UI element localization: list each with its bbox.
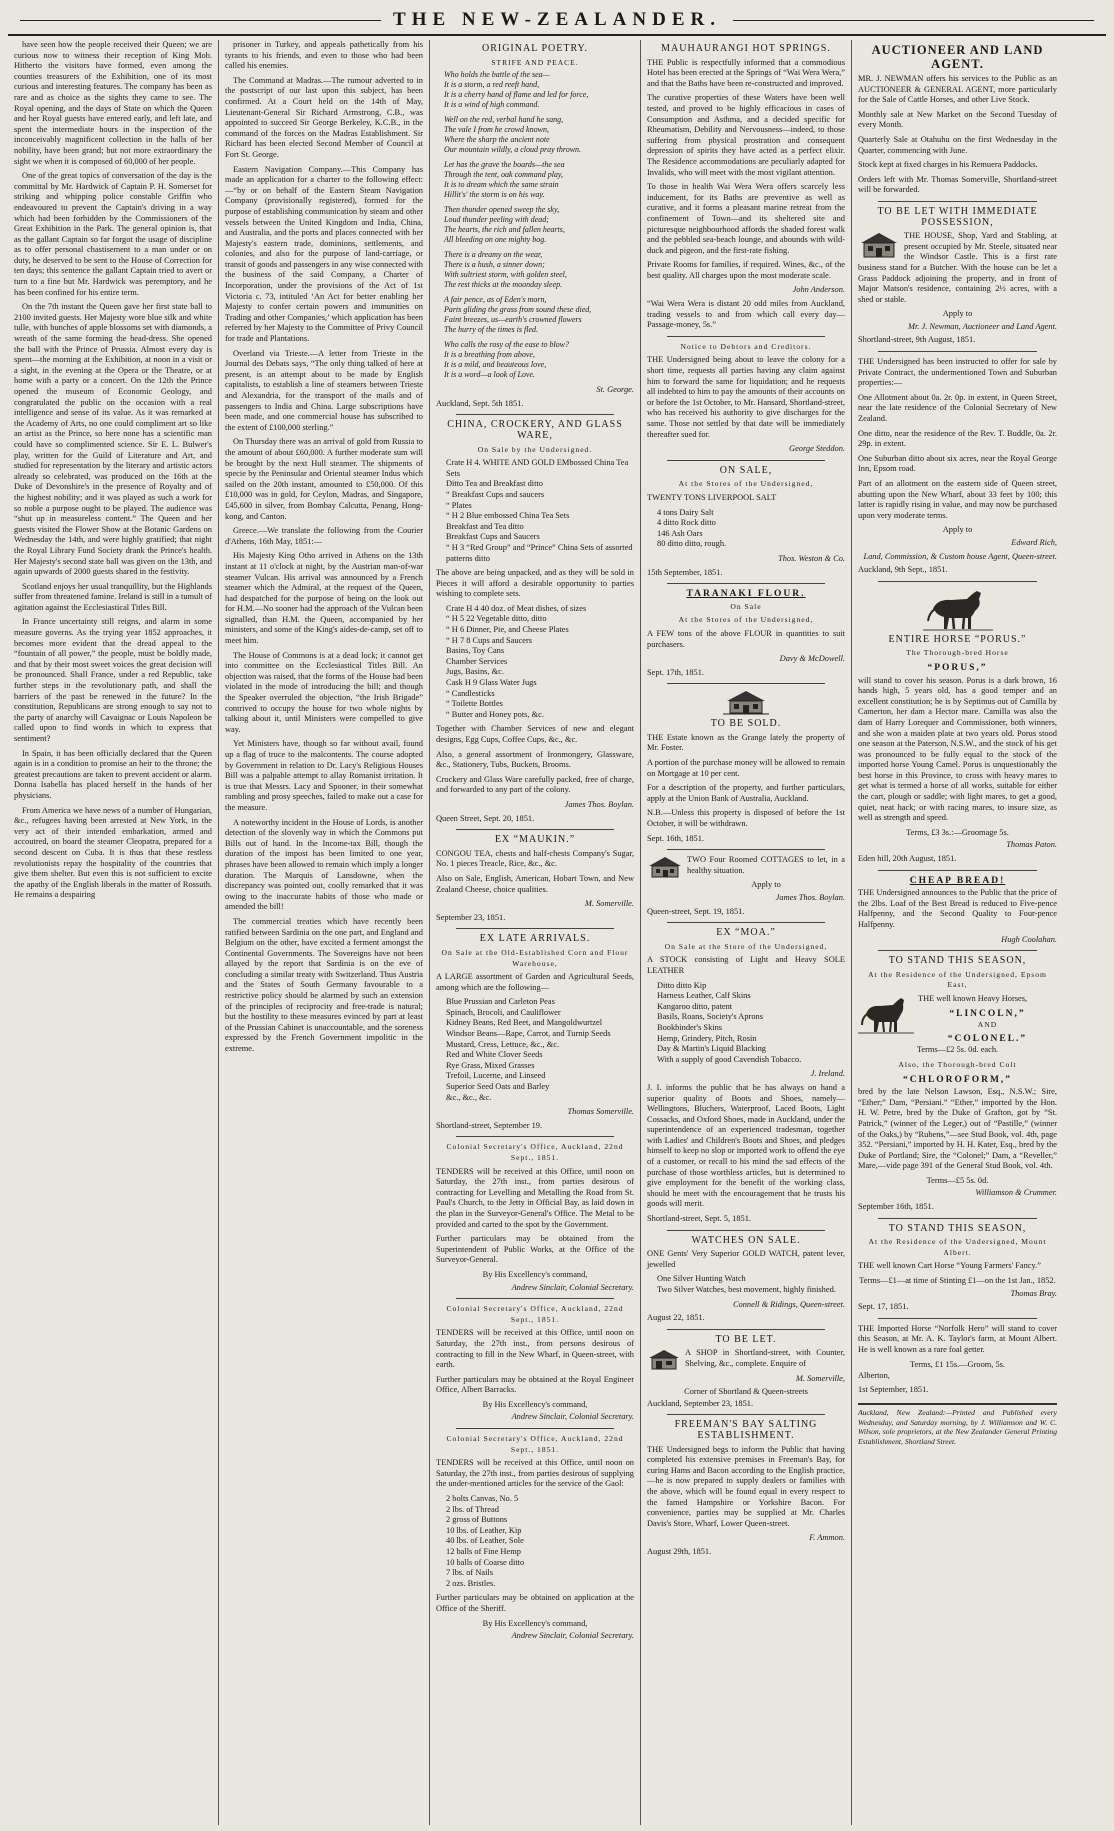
ad-text: THE Estate known as the Grange lately the property of Mr. Foster. [647, 732, 845, 753]
divider [878, 870, 1037, 871]
ad-signature: Thomas Somerville. [567, 1107, 634, 1117]
ad-terms: Terms—£5 5s. 0d. [926, 1175, 989, 1185]
ad-salt [647, 466, 845, 578]
ad-date: Queen Street, Sept. 20, 1851. [436, 813, 535, 823]
column-1 [8, 40, 219, 1825]
ad-cheap-bread [858, 876, 1057, 946]
article-paragraph: A noteworthy incident in the House of Lords, is another detection of the slovenly way in which the Commons put Bills out of hand. In the Income-tax Bill, though the duration of the impost has been limited to one year, phrases have been allowed to remain which imply a longer duration. The Marquis of Lansdowne, when the discrepancy was pointed out, coolly remarked that it was owing to the inaccurate habits of those who made or amended the bill! [225, 817, 423, 912]
horse-name: “CHLOROFORM,” [902, 1074, 1013, 1085]
article-paragraph: His Majesty King Otho arrived in Athens on the 13th instant at 11 o'clock at night, by the Austrian man-of-war steamer Vulcan. His arrival was announced by a French steamer which the Admiral, at the request of the Queen, had despatched for the purpose of being on the look out for H.M.—No sooner had the approach of the Vulcan been signalled, than H.M. the Queen, accompanied by her ministers, and some of the King's aides-de-camp, set off to meet him. [225, 551, 423, 646]
list-item: Windsor Beans—Rape, Carrot, and Turnip Seeds [446, 1029, 611, 1039]
list-item: 2 bolts Canvas, No. 5 [446, 1494, 519, 1504]
list-item: Basins, Toy Cans [446, 646, 505, 656]
list-item: 7 lbs. of Nails [446, 1568, 493, 1578]
ad-heading: WATCHES ON SALE. [691, 1234, 801, 1246]
ad-text: TWO Four Roomed COTTAGES to let, in a healthy situation. [687, 855, 845, 875]
ad-norfolk-hero [858, 1324, 1057, 1396]
list-item: Rye Grass, Mixed Grasses [446, 1060, 535, 1070]
ad-text: THE Undersigned announces to the Public that the price of the 2lbs. Loaf of the Best Bread is reduced to Five-pence Halfpenny, and the Second Quality to Four-pence Halfpenny. [858, 888, 1057, 929]
ad-text: The curative properties of these Waters have been well tested, and proved to be highly efficacious in cases of Consumption and Asthma, and a decided specific for Rheumatism, Debility and Nervousness—indeed, to those suffering from physical prostration and consequent depression of spirits they have acted as a perfect elixir. The Residence accommodations are peculiarly adapted for Invalids, who will meet with the most vigilant attention. [647, 93, 845, 177]
list-item: Hemp, Grindery, Pitch, Rosin [657, 1033, 757, 1043]
ad-heading: AUCTIONEER AND LAND AGENT. [871, 43, 1044, 71]
ad-text: THE Public is respectfully informed that a commodious Hotel has been erected at the Springs of “Wai Wera Wera,” and that the Baths have been re-constructed and improved. [647, 57, 845, 88]
ad-salting [647, 1420, 845, 1557]
list-item: &c., &c., &c. [446, 1092, 492, 1102]
ad-text: One Suburban ditto about six acres, near the Royal George Inn, Epsom road. [858, 453, 1057, 474]
ad-text: THE well known Heavy Horses, [918, 993, 1028, 1003]
ad-date: August 29th, 1851. [647, 1546, 712, 1556]
house-illustration [723, 689, 769, 715]
ad-heading: EX LATE ARRIVALS. [479, 933, 591, 945]
ad-text: Part of an allotment on the eastern side of Queen street, abutting upon the New Wharf, about 33 feet by 100; this latter is rapidly rising in value, and may now be purchased upon very moderate terms. [858, 479, 1057, 520]
list-item: 2 ozs. Bristles. [446, 1578, 496, 1588]
ad-date: 1st September, 1851. [858, 1384, 929, 1394]
list-item: 10 balls of Coarse ditto [446, 1557, 525, 1567]
article-paragraph: prisoner in Turkey, and appeals pathetically from his tyrants to his friends, and even to those who had been called his enemies. [225, 40, 423, 71]
masthead-title: THE NEW-ZEALANDER. [393, 9, 721, 30]
ad-text: THE Undersigned has been instructed to offer for sale by Private Contract, the undermentioned Town and Suburban properties:— [858, 357, 1057, 388]
divider [667, 460, 825, 461]
ad-signature: Connell & Ridings, Queen-street. [732, 1299, 845, 1309]
ad-date: Sept. 16th, 1851. [647, 833, 704, 843]
ad-subheading: Notice to Debtors and Creditors. [680, 341, 812, 351]
ad-text: TWENTY TONS LIVERPOOL SALT [647, 492, 777, 502]
ad-text: J. I. informs the public that he has always on hand a superior quality of Boots and Shoes, namely—Wellingtons, Bluchers, Waterproof, Laced Boots, Light Cossacks, and Oxford Shoes, made in Auckland, under the superintendence of an experienced tradesman, together with Ladies' and Children's Boots and Shoes, and pledges himself to keep no slop or imported work to offend the eye of a customer, or recall to his mind the sad effects of the purchase of those worthless articles, but is determined to give employment for the benefit of the working class, should he meet with the encouragement that he trusts his goods will merit. [647, 1082, 845, 1209]
horse-name: “PORUS,” [927, 662, 988, 673]
ad-terms: Terms—£1—at time of Stinting £1—on the 1st Jan., 1852. [859, 1276, 1056, 1286]
ad-heading: TO BE LET. [715, 1333, 777, 1345]
shop-illustration [647, 1348, 681, 1370]
poem-stanza: A fair pence, as of Eden's morn, Parts gliding the grass from sound these died, Faint breezes, us—earth's crowned flowers The hurry of the times is fled. [444, 295, 592, 335]
poem-date: Auckland, Sept. 5th 1851. [436, 398, 524, 408]
notice-office: Colonial Secretary's Office, Auckland, 22nd Sept., 1851. [446, 1304, 624, 1324]
cottage-illustration [647, 855, 683, 879]
list-item: Spinach, Brocoli, and Cauliflower [446, 1007, 561, 1017]
list-item: Crate H 4. WHITE AND GOLD EMbossed China Tea Sets [446, 458, 629, 478]
item-list [446, 1494, 634, 1589]
list-item: 146 Ash Oars [657, 528, 703, 538]
ad-text: THE HOUSE, Shop, Yard and Stabling, at present occupied by Mr. Steele, situated near the Windsor Castle. This is a first rate business stand for a Butcher. With the house can be let a Grass Paddock adjoining the property, and in front of Major Matson's residence, containing 2½ acres, with a shed or stable. [858, 231, 1057, 304]
ad-text: ONE Gents' Very Superior GOLD WATCH, patent lever, jewelled [647, 1249, 845, 1269]
list-item: “ H 3 “Red Group” and “Prince” China Sets of assorted patterns ditto [446, 542, 633, 563]
ad-date: Auckland, September 23, 1851. [647, 1398, 754, 1408]
ad-date: Sept. 17th, 1851. [647, 667, 704, 677]
article-paragraph: The House of Commons is at a dead lock; it cannot get into committee on the Ecclesiastical Titles Bill. An objection was raised, that the forms of the House had been violated in the mode of introducing the bill; and though the Speaker overruled the objection, “the Irish Brigade” contrived to occupy the house for two whole nights by talking about it, until Ministers were compelled to give way. [225, 650, 423, 734]
list-item: Chamber Services [446, 656, 508, 666]
ad-signature: J. Ireland. [810, 1069, 845, 1079]
list-item: Basils, Roans, Society's Aprons [657, 1012, 763, 1022]
ad-date: Queen-street, Sept. 19, 1851. [647, 906, 745, 916]
column-4 [641, 40, 852, 1825]
notice-signature: Andrew Sinclair, Colonial Secretary. [511, 1282, 634, 1292]
article-paragraph: Yet Ministers have, though so far without avail, found up a flag of truce to the malcontents. The course adopted by Government in relation to Dr. Lacy's Religious Houses Bill was a palpable attempt to allay Romanist irritation. It is true that Messrs. Lacy and Spooner, in their somewhat rambling and prosy speeches, failed to make out a case for the measure. [225, 739, 423, 812]
poem-signature: St. George. [596, 385, 634, 395]
list-item: Trefoil, Lucerne, and Linseed [446, 1071, 546, 1081]
ad-text: A LARGE assortment of Garden and Agricultural Seeds, among which are the following— [436, 972, 634, 992]
ad-date: Shortland-street, September 19. [436, 1120, 543, 1130]
ad-subheading: At the Residence of the Undersigned, Mount Albert. [868, 1237, 1047, 1257]
ad-subheading: On Sale by the Undersigned. [477, 444, 593, 454]
list-item: “ Butter and Honey pots, &c. [446, 709, 544, 719]
horse-illustration [923, 587, 993, 631]
list-item: Jugs, Basins, &c. [446, 667, 504, 677]
ad-heading: EX “MOA.” [716, 927, 776, 939]
ad-text: Also, a general assortment of Ironmongery, Glassware, &c., Stationery, Tubs, Buckets, Brooms. [436, 749, 634, 770]
divider [667, 336, 825, 337]
ad-date: Auckland, 9th Sept., 1851. [858, 565, 948, 575]
ad-text: Quarterly Sale at Otahuhu on the first Wednesday in the Quarter, commencing with June. [858, 134, 1057, 155]
ad-signature: Mr. J. Newman, Auctioneer and Land Agent. [907, 321, 1057, 331]
list-item: Kidney Beans, Red Beet, and Mangoldwurtzel [446, 1018, 603, 1028]
ad-text: The above are being unpacked, and as they will be sold in Pieces it will afford a desirable opportunity to parties wishing to complete sets. [436, 568, 634, 599]
ad-text: will stand to cover his season. Porus is a dark brown, 16 hands high, 5 years old, has a good temper and an excellent constitution; he is by Septimus out of Camilla by Camerton, her dam a Hector mare. Camilla was also the dam of Harry Lorequer and Commissioner, both winners, and she won a maiden plate at two years old. Porus stood one season at the Paterson, N.S.W., and the stock of his get was pronounced to be fully equal to the stock of the imported horse Young Camel. Porus is unquestionably the best horse in this Province, to cross with heavy mares to get what is termed a horse of all works, suitable for either the cart, plough or saddle; with light mares, to get a good, quiet, neat hack; or with racing mares, to insure size, as well as strength and speed. [858, 675, 1057, 823]
ad-text: A SHOP in Shortland-street, with Counter, Shelving, &c., complete. Enquire of [685, 1348, 845, 1368]
ad-date: 15th September, 1851. [647, 567, 723, 577]
ad-text: MR. J. NEWMAN offers his services to the Public as an AUCTIONEER & GENERAL AGENT, more particularly for the Sale of Cattle Horses, and other Live Stock. [858, 74, 1057, 105]
list-item: Crate H 4 40 doz. of Meat dishes, of sizes [446, 603, 587, 613]
poem-stanza: Then thunder opened sweep the sky, Loud thunder peeling with dead; The hearts, the rich and fallen hearts, All bleeding on one mighty bog. [444, 205, 565, 245]
list-item: “ Plates [446, 500, 472, 510]
item-list [657, 981, 845, 1066]
ad-signature: M. Somerville. [584, 899, 634, 909]
ad-hot-springs [647, 44, 845, 331]
ad-heading: CHINA, CROCKERY, AND GLASS WARE, [447, 419, 623, 441]
ad-text: A STOCK consisting of Light and Heavy SOLE LEATHER [647, 955, 845, 975]
ad-signature: James Thos. Boylan. [564, 799, 634, 809]
ad-signature: Hugh Coolahan. [1001, 934, 1057, 944]
horse-name: “COLONEL.” [947, 1033, 1028, 1044]
list-item: Two Silver Watches, best movement, highly finished. [657, 1285, 836, 1294]
ad-signature: Edward Rich, [1011, 537, 1057, 547]
notice-text: TENDERS will be received at this Office, until noon on Saturday, the 27th inst., from parties desirous of contracting for Levelling and Metalling the Road from St. Paul's Church, to the Jetty in Official Bay, as laid down in the plan in the Surveyor-General's Office. The Metal to be provided and carted to the spot by the Government. [436, 1166, 634, 1229]
ad-subheading: On Sale at the Old-Established Corn and Flour Warehouse, [441, 947, 629, 968]
ad-to-be-sold [647, 689, 845, 844]
ad-subheading: The Thorough-bred Horse [906, 648, 1009, 658]
column-3 [430, 40, 641, 1825]
ad-signature: George Steddon. [789, 444, 845, 454]
divider [878, 201, 1037, 202]
ad-heading: CHEAP BREAD! [909, 875, 1006, 886]
ad-date: September 23, 1851. [436, 912, 506, 922]
list-item: Bookbinder's Skins [657, 1022, 723, 1032]
list-item: 12 balls of Fine Hemp [446, 1547, 521, 1556]
masthead-rule-right [733, 20, 1094, 21]
ad-apply: Apply to [751, 880, 781, 890]
notice-text: TENDERS will be received at this Office, until noon on Saturday, the 27th inst., from parties desirous of supplying the under-mentioned articles for the service of the Gaol: [436, 1458, 634, 1489]
list-item: 80 ditto ditto, rough. [657, 539, 727, 549]
list-item: “ Breakfast Cups and saucers [446, 489, 545, 499]
notice-tender-wharf [436, 1304, 634, 1423]
divider [878, 1218, 1037, 1219]
list-item: 10 lbs. of Leather, Kip [446, 1525, 522, 1535]
notice-signature: Andrew Sinclair, Colonial Secretary. [511, 1631, 634, 1641]
ad-flour [647, 589, 845, 678]
ad-heading: TO STAND THIS SEASON, [888, 1222, 1027, 1234]
divider [878, 351, 1037, 352]
ad-text: THE well known Cart Horse “Young Farmers' Fancy.” [858, 1261, 1041, 1271]
list-item: One Silver Hunting Watch [657, 1274, 746, 1284]
list-item: Cask H 9 Glass Water Jugs [446, 678, 537, 688]
ad-text: bred by the late Nelson Lawson, Esq., N.S.W.; Sire, “Ether;” Dam, “Persiani.” “Ether,” imported by the Hon. H. W. Petre, bred by the Duke of Grafton, got by “St. Patrick,” (winner of the Leger,) out of “Pastille,” (winner of the Oaks,) by “Rubens,”—see Stud Book, vol. 4th, page 352. “Persiani,” imported by H. H. Kater, Esq., bred by the Duke of Portland; Sire, the “Colonel;” Dam, a “Reveller,” Mare,—vide page 391 of the General Stud Book, vol. 4th. [858, 1087, 1057, 1171]
article-paragraph: have seen how the people received their Queen; we are curious now to witness their reception of King Mob. Hitherto the visitors have formed, even among the counties treasurers of the Exhibition, one of its most curious and interesting features. The company has been as rare and as choice as the sights they came to see. The Royal opening, and the days of State on which the Queen and her Royal guests have entered early, and left late, and spent the intermediate hours in the inspection of the inconceivably magnificent collection in the halls of her nobility, have been grand; but not more extraordinary the sight we when it is composed of 60,000 of her people. [14, 40, 212, 166]
poem-title: STRIFE AND PEACE. [491, 57, 579, 67]
notice-office: Colonial Secretary's Office, Auckland, 22nd Sept., 1851. [446, 1142, 624, 1162]
ad-apply: Apply to [942, 309, 973, 319]
ad-signature: F. Ammon. [809, 1533, 845, 1543]
horse-illustration [858, 994, 914, 1034]
article-paragraph: On Thursday there was an arrival of gold from Russia to the amount of about £60,000. A further moderate sum will be brought by the next Hull steamer. The shipments of specie by the Peninsular and Oriental steamer Indus which sailed on the 20th instant, amounted to £50,000. Of this £10,000 was in gold, for Ceylon, Madras, and Singapore, £45,600 in silver, from Bombay Calcutta, Penang, Hong-kong, and Canton. [225, 437, 423, 521]
list-item: Mustard, Cress, Lettuce, &c., &c. [446, 1039, 560, 1049]
ad-heading: ON SALE, [719, 464, 773, 476]
list-item: Blue Prussian and Carleton Peas [446, 997, 555, 1007]
divider [667, 1329, 825, 1330]
list-item: Superior Seed Oats and Barley [446, 1082, 550, 1092]
list-item: Ditto Tea and Breakfast ditto [446, 479, 543, 489]
ad-text: Together with Chamber Services of new and elegant designs, Egg Cups, Coffee Cups, &c., &c. [436, 724, 634, 744]
list-item: 4 tons Dairy Salt [657, 507, 714, 517]
ad-maukin [436, 835, 634, 923]
ad-date: September 16th, 1851. [858, 1202, 934, 1212]
item-list [657, 1274, 845, 1295]
notice-text: Further particulars may be obtained on application at the Office of the Sheriff. [436, 1593, 634, 1613]
list-item: 2 lbs. of Thread [446, 1504, 499, 1514]
ad-heading: EX “MAUKIN.” [494, 834, 576, 846]
colophon: Auckland, New Zealand:—Printed and Published every Wednesday, and Saturday morning, by J. Williamson and W. C. Wilson, sole proprietors, at the New Zealander General Printing Establishment, Shortland Street. [858, 1403, 1057, 1446]
list-item: “ H 5 22 Vegetable ditto, ditto [446, 614, 547, 624]
divider [456, 928, 614, 929]
item-list [446, 458, 634, 564]
ad-heading: FREEMAN'S BAY SALTING ESTABLISHMENT. [674, 1419, 818, 1441]
ad-signature: Thomas Bray. [1010, 1288, 1057, 1298]
notice-signature: Andrew Sinclair, Colonial Secretary. [511, 1412, 634, 1422]
ad-terms: Terms—£2 5s. 0d. each. [916, 1045, 999, 1055]
ad-text: Stock kept at fixed charges in his Remuera Paddocks. [858, 160, 1038, 170]
ad-text: “Wai Wera Wera is distant 20 odd miles from Auckland, trading vessels to and from which call every day—Passage-money, 5s.” [647, 299, 845, 330]
article-paragraph: The Command at Madras.—The rumour adverted to in the postscript of our last upon this subject, has been confirmed. At a Court held on the 14th of May, Lieutenant-General Sir Richard Armstrong, C.B., was appointed to succeed Sir George Berkeley, K.C.B., in the command of the forces on the Madras Establishment. Sir Richard has been elected Second Member of Council at Fort St. George. [225, 75, 423, 159]
divider [667, 849, 825, 850]
ad-subheading: On Sale [730, 601, 762, 611]
list-item: Red and White Clover Seeds [446, 1050, 543, 1060]
item-list [446, 604, 634, 721]
ad-land-sale [858, 357, 1057, 576]
article-paragraph: The commercial treaties which have recently been ratified between Sardinia on the one part, and England and Belgium on the other, have excited a ferment amongst the Continental Governments. The Sovereigns have not been allayed by the report that Sardinia is on the eve of concluding a similar treaty with Switzerland. Thus Austria and the States of South Germany favourable to a restrictive policy should be alarmed by such an extension of the principles of reciprocity and free-trade is natural; but the hostility to these measures evinced by part at least of the Prussian Cabinet is unaccountable, and the soreness expressed by the French Government impolitic in the extreme. [225, 916, 423, 1054]
list-item: 2 gross of Buttons [446, 1515, 508, 1525]
ad-subheading: Also, the Thorough-bred Colt [898, 1059, 1017, 1069]
poetry-heading: ORIGINAL POETRY. [481, 43, 588, 54]
notice-tender-road [436, 1142, 634, 1293]
ad-subheading: At the Stores of the Undersigned, [678, 615, 814, 625]
ad-heading: ENTIRE HORSE “PORUS.” [888, 633, 1027, 645]
divider [456, 1428, 614, 1429]
horse-name-joiner: AND [977, 1020, 998, 1030]
list-item: With a supply of good Cavendish Tobacco. [657, 1054, 802, 1064]
poem-stanza: Who calls the rosy of the ease to blow? It is a breathing from above, It is a mild, and beauteous love, It is a word—a look of Love. [444, 340, 570, 380]
ad-auctioneer [858, 43, 1057, 196]
ad-heading: TO BE SOLD. [710, 718, 782, 730]
ad-date: Eden hill, 20th August, 1851. [858, 854, 957, 864]
notice-debtors [647, 342, 845, 455]
column-2 [219, 40, 430, 1825]
ad-late-arrivals [436, 934, 634, 1131]
ad-moa [647, 928, 845, 1224]
ad-text: To those in health Wai Wera Wera offers scarcely less inducement, for its Baths are preventive as well as curative, and it forms a pleasant marine retreat from the confinement of Town—and its sheltered site and picturesque neighbourhood affords the shaded forest walk and the pebbled sea-beach lounge, and abounds with wild-duck and pigeon, and the first-rate fishing. [647, 182, 845, 255]
notice-command: By His Excellency's command, [482, 1399, 588, 1409]
ad-house-to-let [858, 207, 1057, 346]
ad-porus [858, 587, 1057, 865]
ad-text: Private Rooms for families, if required. Wines, &c., of the best quality. All charges upon the most moderate scale. [647, 260, 845, 280]
ad-text: One ditto, near the residence of the Rev. T. Buddle, 0a. 2r. 29p. in extent. [858, 428, 1057, 449]
ad-date: Shortland-street, Sept. 5, 1851. [647, 1214, 751, 1224]
divider [667, 583, 825, 584]
divider [456, 1136, 614, 1137]
column-5 [852, 40, 1063, 1825]
ad-text: THE Undersigned being about to leave the colony for a short time, requests all parties having any claim against him to forward the same for liquidation; and he requests all indebted to him to pay the amounts of their accounts on or before the 1st October, to Mr. Hansard, Shortland-street, who has received his authority to give discharges for the same. Those not settled by that date will be immediately thereafter sued for. [647, 355, 845, 439]
ad-address: Corner of Shortland & Queen-streets [684, 1387, 808, 1397]
ad-signature: Thos. Weston & Co. [778, 553, 845, 563]
article-paragraph: In France uncertainty still reigns, and alarm in some measure governs. As the trying year 1852 approaches, it becomes more evident that the dread appeal to the “fountain of all power,” the people, must be boldly made, and that by their most sweet voices the great decision will be pronounced. Shall France, under a red Republic, take further steps in the revolutionary path, and shall the barriers of the past be renewed in the future? In the constitution, Republicans are strong enough to say not to the party of anarchy will Cavaignac or Louis Napoleon be called upon to find words in which to express that sentiment? [14, 617, 212, 743]
poem-stanza: There is a dreamy on the wear, There is a hush, a sinner down; With sultriest storm, with golden steel, The rest thicks at the moonday sleep. [444, 250, 567, 290]
divider [878, 950, 1037, 951]
ad-subheading: At the Stores of the Undersigned, [678, 479, 814, 489]
item-list [657, 508, 845, 550]
article-paragraph: In Spain, it has been officially declared that the Queen again is in a condition to promise an heir to the throne; the greatest precautions are taken to prevent accident or alarm. Donna Isabella has placed herself in the hands of her physicians. [14, 748, 212, 800]
horse-name: “LINCOLN,” [949, 1008, 1026, 1019]
ad-place: Alberton, [858, 1371, 890, 1381]
ad-text: Monthly sale at New Market on the Second Tuesday of every Month. [858, 109, 1057, 130]
list-item: 4 ditto Rock ditto [657, 518, 716, 528]
ad-heading: TARANAKI FLOUR. [686, 589, 806, 600]
ad-signature: M. Somerville, [795, 1373, 845, 1383]
ad-terms: Terms, £3 3s.:—Groomage 5s. [906, 827, 1009, 837]
notice-command: By His Excellency's command, [482, 1269, 588, 1279]
ad-heading: TO BE LET WITH IMMEDIATE POSSESSION, [877, 205, 1038, 228]
list-item: “ Toilette Bottles [446, 699, 503, 709]
masthead-rule-left [20, 20, 381, 21]
divider [667, 1230, 825, 1231]
masthead [8, 6, 1106, 36]
ad-apply: Apply to [942, 525, 973, 535]
list-item: “ H 2 Blue embossed China Tea Sets [446, 511, 570, 521]
ad-signature: John Anderson. [792, 285, 845, 295]
ad-date: Sept. 17, 1851. [858, 1302, 909, 1312]
ad-text: Also on Sale, English, American, Hobart Town, and New Zealand Cheese, choice qualities. [436, 873, 634, 894]
divider [878, 581, 1037, 582]
list-item: 40 lbs. of Leather, Sole [446, 1536, 524, 1546]
poem-stanza: Let has the grave the boards—the sea Through the tent, oak command play, It is to dream which the same strain Hillit's' the storm is on his way. [444, 160, 565, 200]
ad-text: A FEW tons of the above FLOUR in quantities to suit purchasers. [647, 628, 845, 649]
divider [667, 1414, 825, 1415]
divider [456, 1298, 614, 1299]
ad-heading: TO STAND THIS SEASON, [888, 955, 1027, 967]
ad-heading: MAUHAURANGI HOT SPRINGS. [661, 43, 831, 54]
list-item: “ H 7 8 Cups and Saucers [446, 635, 533, 645]
ad-signature: Williamson & Crummer. [975, 1188, 1057, 1198]
list-item: “ H 6 Dinner, Pie, and Cheese Plates [446, 625, 569, 635]
list-item: Day & Martin's Liquid Blacking [657, 1044, 766, 1054]
poem-stanza: Well on the red, verbal hand he sang, The vale I from he crowd known, Where the sharp the ancient note Our mountain wildly, a cloud pray thrown. [444, 115, 582, 155]
item-list [446, 997, 634, 1103]
divider [667, 922, 825, 923]
article-paragraph: Scotland enjoys her usual tranquillity, but the Highlands suffer from threatened famine. Ireland is still in a tumult of agitation against the Ecclesiastical Titles Bill. [14, 581, 212, 612]
ad-text: THE Undersigned begs to inform the Public that having completed his extensive premises in Freeman's Bay, for curing Hams and Bacon according to the English practice,—he is now prepared to supply dealers or families with the above, which will be found equal in every respect to the famed Hampshire or Yorkshire Bacon. For convenience, parties may be supplied at Mr. Charles Davis's Store, Wharf, Lower Queen-street. [647, 1444, 845, 1528]
ad-signature: Thomas Paton. [1006, 840, 1057, 850]
notice-office: Colonial Secretary's Office, Auckland, 22nd Sept., 1851. [446, 1434, 624, 1454]
ad-subheading: On Sale at the Store of the Undersigned, [664, 941, 828, 951]
ad-lincoln-colonel [858, 956, 1057, 1212]
divider [456, 829, 614, 830]
ad-subheading: At the Residence of the Undersigned, Epsom East, [868, 969, 1047, 990]
ad-terms: Terms, £1 15s.—Groom, 5s. [909, 1359, 1006, 1369]
columns [8, 40, 1106, 1825]
article-paragraph: Overland via Trieste.—A letter from Trieste in the Journal des Debats says, “The only thing talked of here at present, is an attempt about to be made by English capitalists, to establish a line of steamers between Trieste and Alexandria, for the transport of the mails and of passengers to India and China. Large subscriptions have been made, and one commercial house has subscribed to the extent of £100,000 sterling.” [225, 348, 423, 432]
ad-text: CONGOU TEA, chests and half-chests Company's Sugar, No. 1 pieces Treacle, Rice, &c., &c. [436, 848, 634, 869]
article-paragraph: Greece.—We translate the following from the Courier d'Athens, 16th May, 1851:— [225, 526, 423, 546]
divider [456, 414, 614, 415]
ad-text: Orders left with Mr. Thomas Somerville, Shortland-street will be forwarded. [858, 174, 1057, 195]
notice-text: TENDERS will be received at this Office, until noon on Saturday, the 27th inst., from persons desirous of contracting to fill in the New Wharf, in Queen-street, with earth. [436, 1328, 634, 1370]
notice-text: Further particulars may be obtained from the Superintendent of Public Works, at the Office of the Surveyor-General. [436, 1234, 634, 1265]
notice-tender-gaol [436, 1434, 634, 1642]
ad-to-be-let [647, 1335, 845, 1410]
list-item: Ditto ditto Kip [657, 980, 707, 990]
ad-signature-title: Land, Commission, & Custom house Agent, Queen-street. [863, 551, 1057, 561]
ad-signature: Davy & McDowell. [779, 654, 845, 664]
notice-text: Further particulars may be obtained at the Royal Engineer Office, Albert Barracks. [436, 1374, 634, 1395]
list-item: Kangaroo ditto, patent [657, 1001, 733, 1011]
article-paragraph: Eastern Navigation Company.—This Company has made an application for a charter to the following effect:—“by or on behalf of the Eastern Steam Navigation Company (provisionally registered), formed for the purpose of establishing communication by steam and other vessels between the United Kingdom and India, China, and Australia, and the ports and places connected with her Majesty's eastern trade, dominions, settlements, and colonies, and also for the purpose of land-carriage, or transit of goods and passengers in any wise connected with the business of the said Company, a Charter of Incorporation, under the provisions of the Act of 1st Victoria c. 73, intituled ‘An Act for better enabling her Majesty to confer certain powers and immunities on Trading and other Companies,’ which application has been referred by her Majesty to the Committee of Privy Council for trade and Plantations. [225, 164, 423, 344]
notice-command: By His Excellency's command, [482, 1618, 588, 1628]
divider [878, 1318, 1037, 1319]
ad-china [436, 420, 634, 824]
ad-watches [647, 1236, 845, 1324]
article-paragraph: One of the great topics of conversation of the day is the committal by Mr. Hardwick of Captain P. H. Somerset for striking and whipping police constable Griffin who endeavoured to prevent the Captain's driving in a way which had been forbidden by the Commissioners of the Great Exhibition in the Park. The general opinion is, that as the gallant Captain so far forgot the usage of discipline as to offer personal chastisement to a man under or on duty, he deserved to be sent to the House of Correction for ten days; this sentence the gallant Captain tried to avert or turn to a fine but Mr. Hardwick was peremptory, and he has been confined for his entire term. [14, 171, 212, 297]
ad-text: A portion of the purchase money will be allowed to remain on Mortgage at 10 per cent. [647, 758, 845, 778]
ad-text: Crockery and Glass Ware carefully packed, free of charge, and forwarded to any part of the colony. [436, 774, 634, 795]
article-paragraph: On the 7th instant the Queen gave her first state ball to 2100 invited guests. Her Majesty wore blue silk and white tulle, with bunches of apple blossoms set with diamonds, a wreath of the same forming the head-dress. She opened the ball with the Prince of Prussia. Almost every day is spent—the morning at the Exhibition, at noon in a visit or a sight, in the evening at the Opera or the Theatre, or at home with a party or a concert. On the 12th the Prince opened the museum of Economic Geology, and congratulated the public on the occasion with a real intelligence and sense of its value. As it was remarked at the Academy of Arts, no one could compliment art so like an artist as the Prince, so here none has a scientific man could have so complimented science. Sir E. L. Bulwer's play, written for the Guild of Literature and Art, and studied for representation by the literary and artistic actors already so celebrated, was produced on the 16th at the Duke of Devonshire's in the presence of Royalty and of the highest nobility; and it was played as such a work for so noble a purpose ought to be played. The audience was “shut up in measureless content.” The Queen and her guests visited the Flower Show at the Botanic Gardens on Wednesday the 14th, and were highly gratified; that night the Royal Library Fund Society drank the Prince's health. Her Majesty's second state ball was given on the 13th, and again upwards of 2000 guests shared in the festivity. [14, 302, 212, 577]
list-item: Breakfast Cups and Saucers [446, 532, 540, 542]
house-illustration [858, 231, 900, 259]
ad-text: THE Imported Horse “Norfolk Hero” will stand to cover this Season, at Mr. A. K. Taylor's farm, at Mount Albert. He is well known as a rare foal getter. [858, 1323, 1057, 1354]
ad-cottages [647, 855, 845, 917]
ad-text: N.B.—Unless this property is disposed of before the 1st October, it will be withdrawn. [647, 808, 845, 829]
ad-farmers-fancy [858, 1224, 1057, 1313]
ad-date: Shortland-street, 9th August, 1851. [858, 335, 976, 345]
ad-text: For a description of the property, and further particulars, apply at the Union Bank of Australia, Auckland. [647, 783, 845, 803]
ad-signature: James Thos. Boylan. [775, 893, 845, 902]
poem-stanza: Who holds the battle of the sea— It is a storm, a red reeft hand, It is a cherry hand of flame and led for force, It is a wind of high command. [444, 70, 589, 110]
list-item: “ Candlesticks [446, 688, 495, 698]
list-item: Breakfast and Tea ditto [446, 521, 524, 531]
ad-date: August 22, 1851. [647, 1313, 705, 1323]
article-paragraph: From America we have news of a number of Hungarian, &c., refugees having been arrested at New York, in the very act of their intended embarkation, armed and accoutred, on board the steamer Cleopatra, prepared for a second descent on Cuba. It is thus that these restless revolutionists repay the hospitality of the countries that give them shelter. But even this is not sufficient to excite the apathy of the English liberals in the matter of Rossuth. He remains a despairing [14, 805, 212, 900]
ad-text: One Allotment about 0a. 2r. 0p. in extent, in Queen Street, near the late residence of the Colonial Secretary of New Zealand. [858, 392, 1057, 424]
divider [667, 683, 825, 684]
list-item: Harness Leather, Calf Skins [657, 991, 751, 1001]
